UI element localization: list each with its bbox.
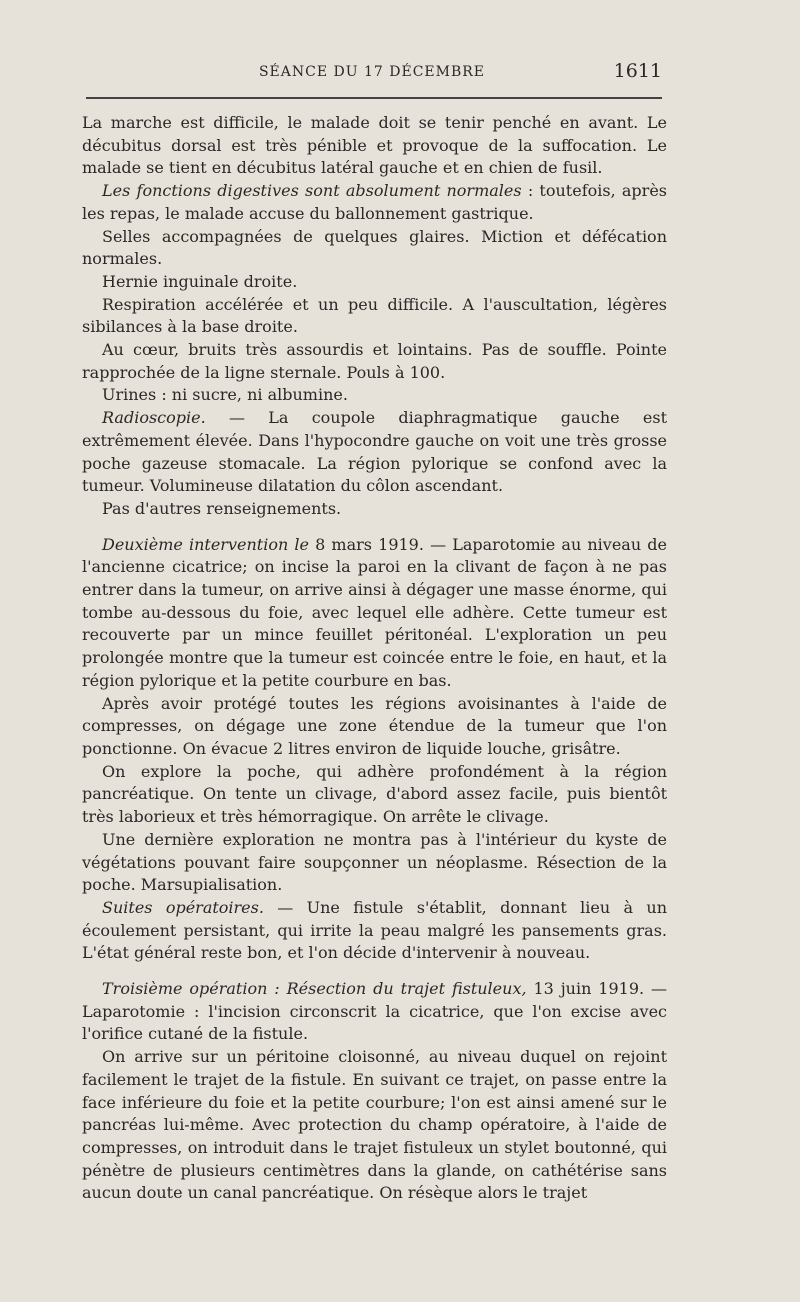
paragraph: La marche est difficile, le malade doit se tenir penché en avant. Le décubitus dorsal est très pénible et provoque de la suffocation. Le malade se tient en décubitus latéral gauche et en chien de fusil. <box>82 113 667 178</box>
running-title: SÉANCE DU 17 DÉCEMBRE <box>258 64 486 80</box>
paragraph: Suites opératoires. — Une fistule s'établit, donnant lieu à un écoulement persistant, qui irrite la peau malgré les pansements gras. L'état général reste bon, et l'on décide d'intervenir à nouveau. <box>82 897 667 963</box>
body-text <box>82 112 667 1205</box>
paragraph: Après avoir protégé toutes les régions avoisinantes à l'aide de compresses, on dégage une zone étendue de la tumeur que l'on ponctionne. On évacue 2 litres environ de liquide louche, grisâtre. <box>82 693 667 758</box>
paragraph: Au cœur, bruits très assourdis et lointains. Pas de souffle. Pointe rapprochée de la ligne sternale. Pouls à 100. <box>82 340 667 382</box>
paragraph: Respiration accélérée et un peu difficile. A l'auscultation, légères sibilances à la base droite. <box>82 294 667 337</box>
running-header <box>82 60 662 86</box>
paragraph: Hernie inguinale droite. <box>102 271 298 291</box>
header-rule <box>86 97 662 99</box>
paragraph: Une dernière exploration ne montra pas à l'intérieur du kyste de végétations pouvant faire soupçonner un néoplasme. Résection de la poche. Marsupialisation. <box>82 829 667 895</box>
paragraph: Troisième opération : Résection du trajet fistuleux, 13 juin 1919. — Laparotomie : l'incision circonscrit la cicatrice, que l'on excise avec l'orifice cutané de la fistule. <box>82 979 667 1044</box>
paragraph: Les fonctions digestives sont absolument normales : toutefois, après les repas, le malade accuse du ballonnement gastrique. <box>82 181 668 223</box>
page-number: 1611 <box>613 60 662 82</box>
paragraph: On explore la poche, qui adhère profondément à la région pancréatique. On tente un clivage, d'abord assez facile, puis bientôt très laborieux et très hémorragique. On arrête le clivage. <box>82 761 667 827</box>
paragraph: Pas d'autres renseignements. <box>102 498 342 518</box>
paragraph: On arrive sur un péritoine cloisonné, au niveau duquel on rejoint facilement le trajet de la fistule. En suivant ce trajet, on passe entre la face inférieure du foie et la petite courbure; l'on est ainsi amené sur le pancréas lui-même. Avec protection du champ opératoire, à l'aide de compresses, on introduit dans le trajet fistuleux un stylet boutonné, qui pénètre de plusieurs centimètres dans la glande, on cathétérise sans aucun doute un canal pancréatique. On résèque alors le trajet <box>82 1047 667 1203</box>
paragraph: Radioscopie. — La coupole diaphragmatique gauche est extrêmement élevée. Dans l'hypocondre gauche on voit une très grosse poche gazeuse stomacale. La région pylorique se confond avec la tumeur. Volumineuse dilatation du côlon ascendant. <box>82 408 667 496</box>
paragraph: Urines : ni sucre, ni albumine. <box>102 385 348 405</box>
paragraph: Selles accompagnées de quelques glaires. Miction et défécation normales. <box>82 226 667 269</box>
paragraph: Deuxième intervention le 8 mars 1919. — Laparotomie au niveau de l'ancienne cicatrice; on incise la paroi en la clivant de façon à ne pas entrer dans la tumeur, on arrive ainsi à dégager une masse énorme, qui tombe au-dessous du foie, avec lequel elle adhère. Cette tumeur est recouverte par un mince feuillet péritonéal. L'exploration un peu prolongée montre que la tumeur est coincée entre le foie, en haut, et la région pylorique et la petite courbure en bas. <box>82 534 668 690</box>
